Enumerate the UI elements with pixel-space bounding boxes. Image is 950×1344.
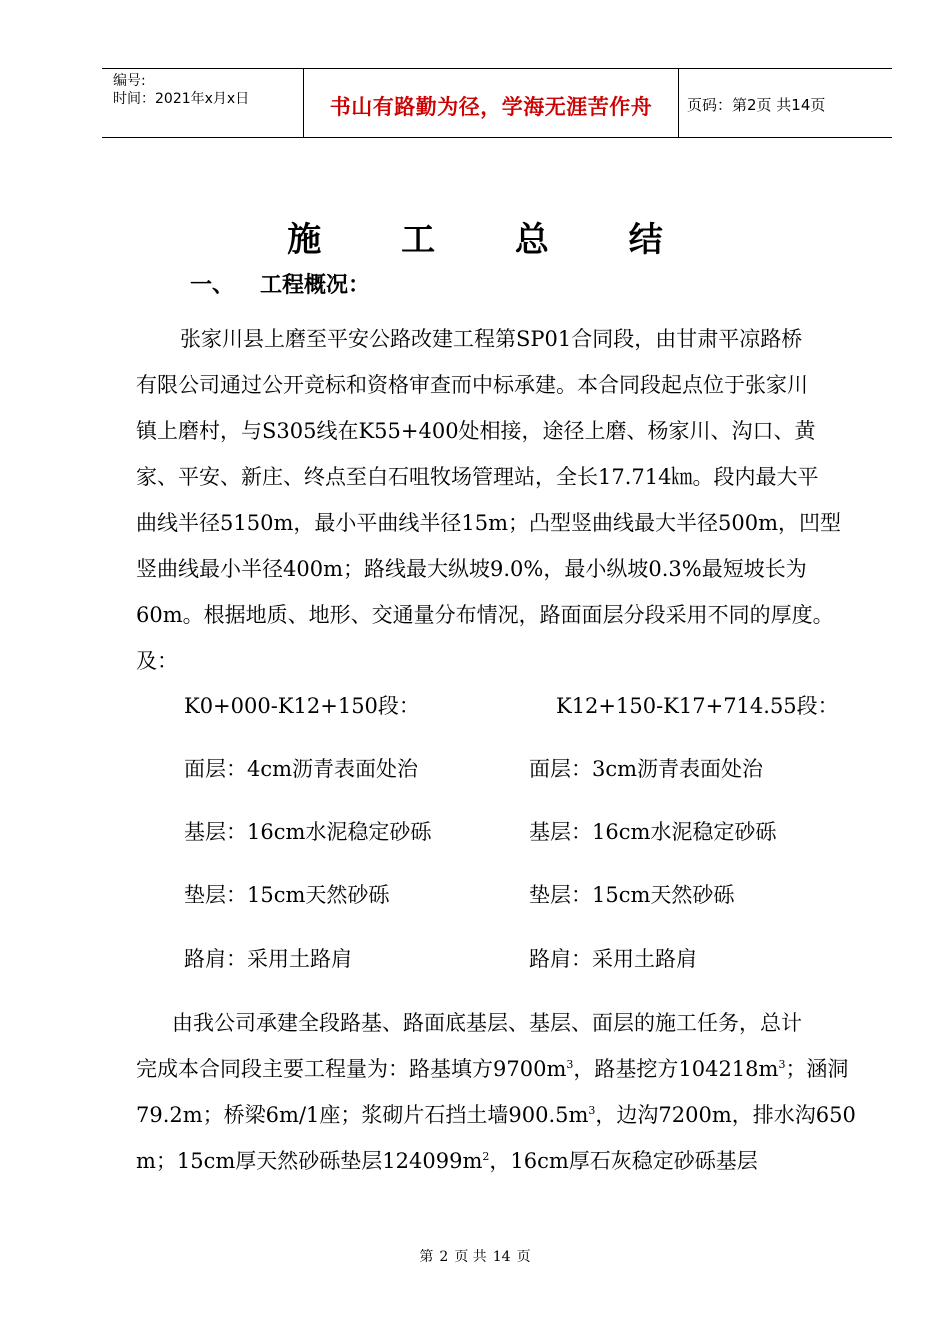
superscript: 3 bbox=[566, 1058, 574, 1071]
paragraph-line: 60m。根据地质、地形、交通量分布情况，路面面层分段采用不同的厚度。 bbox=[136, 603, 834, 627]
header-motto-cell bbox=[304, 69, 679, 137]
document-time-label: 时间：2021年x月x日 bbox=[113, 91, 250, 107]
paragraph-line: 镇上磨村，与S305线在K55+400处相接，途径上磨、杨家川、沟口、黄 bbox=[136, 419, 816, 443]
paragraph-line: 及： bbox=[136, 649, 178, 673]
paragraph-line: 曲线半径5150m，最小平曲线半径15m；凸型竖曲线最大半径500m，凹型 bbox=[136, 511, 841, 535]
line-text: m；15cm厚天然砂砾垫层124099m bbox=[136, 1149, 483, 1173]
overview-paragraph bbox=[136, 316, 856, 684]
line-text: 完成本合同段主要工程量为：路基填方9700m bbox=[136, 1057, 567, 1081]
header-motto: 书山有路勤为径，学海无涯苦作舟 bbox=[329, 95, 653, 119]
footer-prefix: 第 bbox=[419, 1249, 434, 1265]
segment-right-row: 垫层：15cm天然砂砾 bbox=[529, 883, 735, 907]
line-text: ，边沟7200m，排水沟650 bbox=[595, 1103, 856, 1127]
paragraph-line: 竖曲线最小半径400m；路线最大纵坡9.0%，最小纵坡0.3%最短坡长为 bbox=[136, 557, 807, 581]
segment-left-row: 基层：16cm水泥稳定砂砾 bbox=[184, 820, 432, 844]
segment-right-row: 基层：16cm水泥稳定砂砾 bbox=[529, 820, 777, 844]
segment-right-row: 路肩：采用土路肩 bbox=[529, 947, 697, 971]
line-text: ，16cm厚石灰稳定砂砾基层 bbox=[489, 1149, 758, 1173]
paragraph-line: 张家川县上磨至平安公路改建工程第SP01合同段，由甘肃平凉路桥 bbox=[180, 327, 803, 351]
paragraph-line bbox=[136, 1138, 856, 1184]
line-text: ，路基挖方104218m bbox=[573, 1057, 779, 1081]
header-page-info: 页码：第2页 共14页 bbox=[687, 96, 826, 114]
section-title: 工程概况： bbox=[260, 273, 371, 298]
paragraph-line bbox=[136, 1092, 856, 1138]
footer-page-number: 2 bbox=[439, 1249, 449, 1265]
segment-right-row: 面层：3cm沥青表面处治 bbox=[529, 757, 764, 781]
segment-left-row: 面层：4cm沥青表面处治 bbox=[184, 757, 419, 781]
segment-left-row: 路肩：采用土路肩 bbox=[184, 947, 352, 971]
page-header bbox=[102, 68, 892, 138]
section-number: 一、 bbox=[190, 273, 235, 298]
superscript: 3 bbox=[778, 1058, 786, 1071]
segment-right-title: K12+150-K17+714.55段： bbox=[556, 694, 839, 718]
line-text: 79.2m；桥梁6m/1座；浆砌片石挡土墙900.5m bbox=[136, 1103, 589, 1127]
page-footer bbox=[0, 1246, 950, 1266]
paragraph-line: 家、平安、新庄、终点至白石咀牧场管理站，全长17.714㎞。段内最大平 bbox=[136, 465, 819, 489]
paragraph-line: 有限公司通过公开竞标和资格审查而中标承建。本合同段起点位于张家川 bbox=[136, 373, 808, 397]
paragraph-line: 由我公司承建全段路基、路面底基层、基层、面层的施工任务，总计 bbox=[172, 1011, 802, 1035]
footer-suffix: 页 bbox=[516, 1249, 531, 1265]
section-heading bbox=[190, 268, 370, 299]
line-text: ；涵洞 bbox=[785, 1057, 849, 1081]
quantities-paragraph bbox=[136, 1000, 856, 1184]
header-meta-cell bbox=[102, 69, 304, 137]
document-number-label: 编号: bbox=[113, 73, 146, 89]
segment-left-title: K0+000-K12+150段： bbox=[184, 694, 420, 718]
header-page-cell bbox=[679, 69, 892, 137]
footer-total-pages: 14 bbox=[492, 1249, 511, 1265]
superscript: 2 bbox=[482, 1150, 490, 1163]
footer-mid: 页 共 bbox=[454, 1249, 487, 1265]
paragraph-line bbox=[136, 1046, 856, 1092]
superscript: 3 bbox=[588, 1104, 596, 1117]
segment-left-row: 垫层：15cm天然砂砾 bbox=[184, 883, 390, 907]
document-title: 施 工 总 结 bbox=[287, 220, 697, 260]
